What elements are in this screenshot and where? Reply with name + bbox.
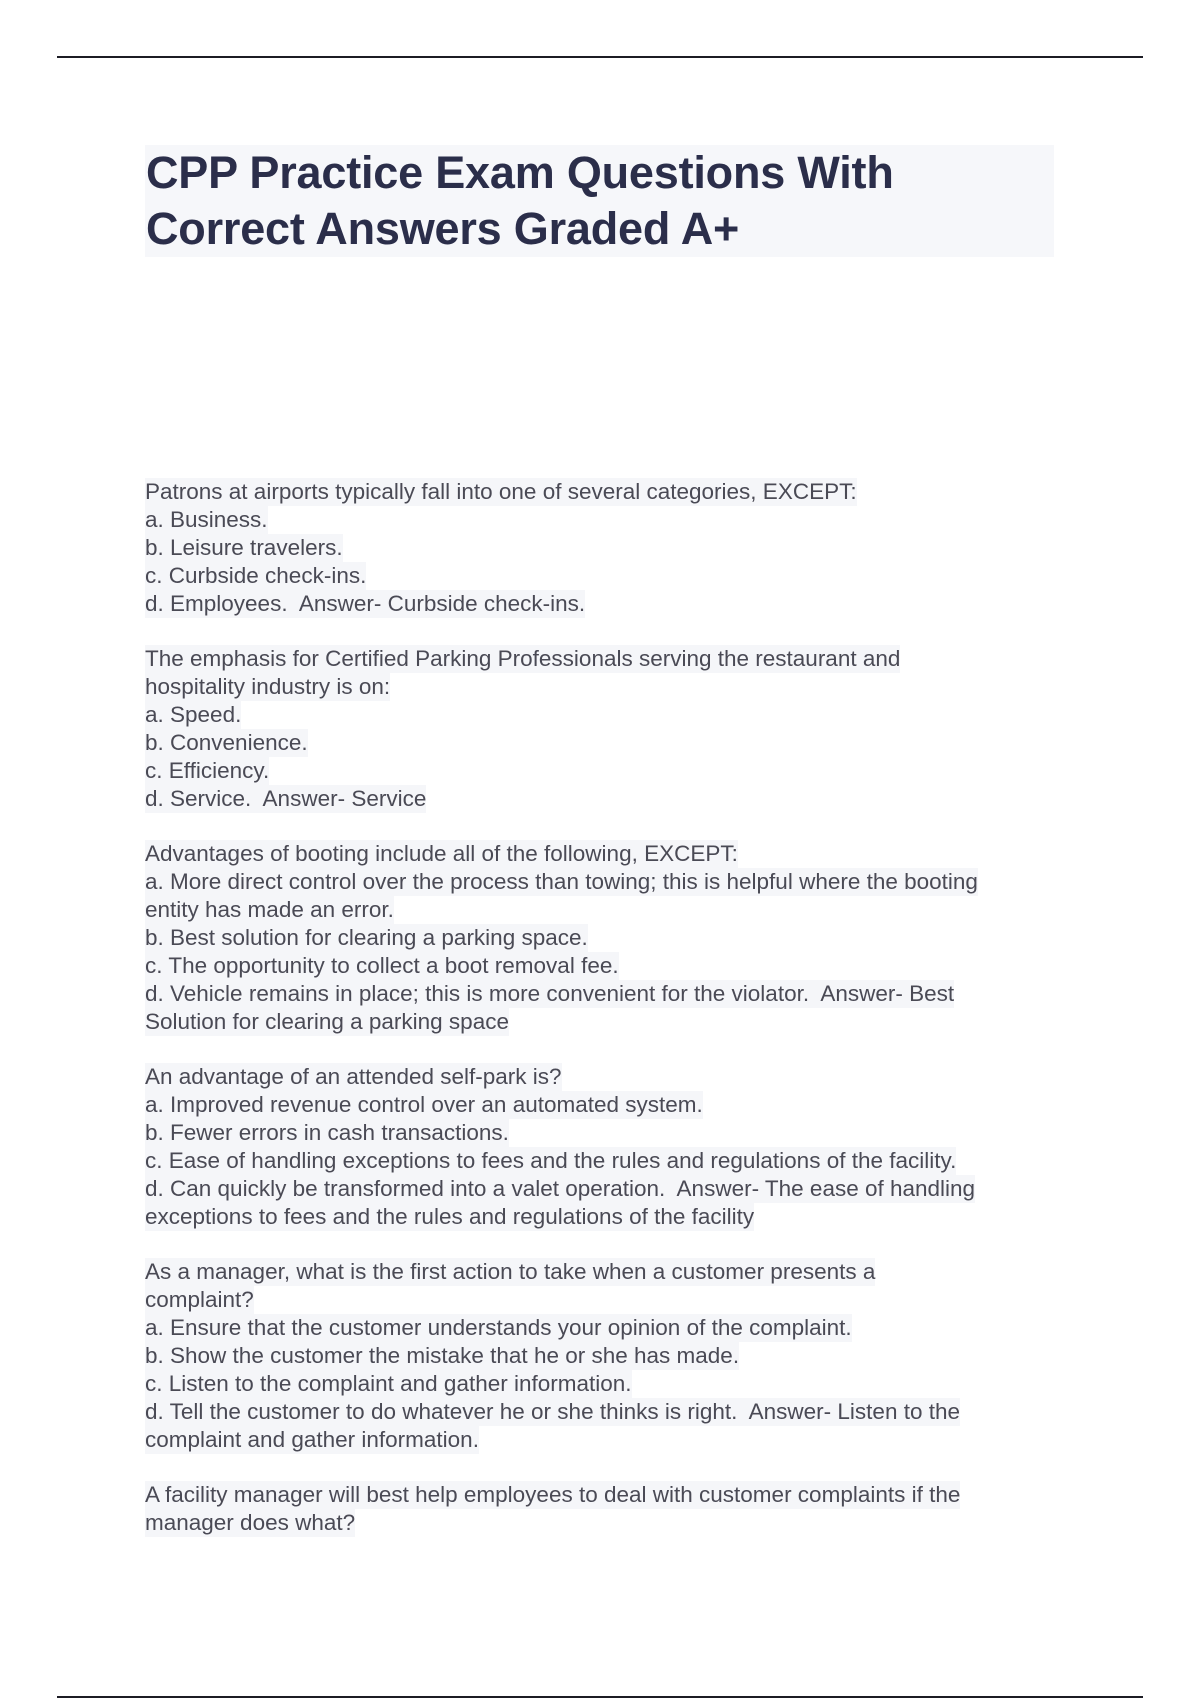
question-5 — [145, 1258, 1065, 1454]
option-c: c. Efficiency. — [145, 758, 270, 783]
question-text-cont: manager does what? — [145, 1510, 356, 1535]
option-a-cont: entity has made an error. — [145, 897, 394, 922]
option-a: a. Speed. — [145, 702, 242, 727]
title-line-2: Correct Answers Graded A+ — [146, 203, 740, 254]
option-c: c. Curbside check-ins. — [145, 563, 367, 588]
option-d-answer: d. Can quickly be transformed into a valet operation. Answer- The ease of handling — [145, 1176, 976, 1201]
question-4 — [145, 1063, 1065, 1231]
question-text: Patrons at airports typically fall into one of several categories, EXCEPT: — [145, 479, 857, 504]
option-b: b. Leisure travelers. — [145, 535, 343, 560]
title-line-1: CPP Practice Exam Questions With — [146, 147, 894, 198]
question-text: The emphasis for Certified Parking Professionals serving the restaurant and — [145, 646, 901, 671]
option-a: a. More direct control over the process than towing; this is helpful where the booting — [145, 869, 978, 894]
question-text: An advantage of an attended self-park is? — [145, 1064, 562, 1089]
option-c: c. Ease of handling exceptions to fees and the rules and regulations of the facility. — [145, 1148, 957, 1173]
option-b: b. Show the customer the mistake that he or she has made. — [145, 1343, 740, 1368]
option-a: a. Business. — [145, 507, 268, 532]
title-block — [145, 145, 1054, 257]
top-rule — [57, 56, 1143, 58]
option-a: a. Ensure that the customer understands your opinion of the complaint. — [145, 1315, 852, 1340]
document-title — [145, 145, 1054, 257]
bottom-rule — [57, 1696, 1143, 1698]
question-1 — [145, 478, 1065, 618]
question-6 — [145, 1481, 1065, 1537]
option-a: a. Improved revenue control over an automated system. — [145, 1092, 703, 1117]
question-text-cont: complaint? — [145, 1287, 254, 1312]
question-text: As a manager, what is the first action to take when a customer presents a — [145, 1259, 876, 1284]
answer-cont: Solution for clearing a parking space — [145, 1009, 509, 1034]
option-d-answer: d. Vehicle remains in place; this is more convenient for the violator. Answer- Best — [145, 981, 955, 1006]
question-text-cont: hospitality industry is on: — [145, 674, 391, 699]
option-c: c. The opportunity to collect a boot removal fee. — [145, 953, 619, 978]
question-2 — [145, 645, 1065, 813]
question-text: Advantages of booting include all of the following, EXCEPT: — [145, 841, 738, 866]
question-text: A facility manager will best help employees to deal with customer complaints if the — [145, 1482, 961, 1507]
option-d-answer: d. Service. Answer- Service — [145, 786, 427, 811]
question-list — [145, 478, 1065, 1564]
option-c: c. Listen to the complaint and gather information. — [145, 1371, 632, 1396]
option-b: b. Best solution for clearing a parking space. — [145, 925, 588, 950]
answer-cont: exceptions to fees and the rules and regulations of the facility — [145, 1204, 755, 1229]
option-d-answer: d. Employees. Answer- Curbside check-ins. — [145, 591, 586, 616]
option-b: b. Convenience. — [145, 730, 308, 755]
question-3 — [145, 840, 1065, 1036]
option-b: b. Fewer errors in cash transactions. — [145, 1120, 509, 1145]
answer-cont: complaint and gather information. — [145, 1427, 479, 1452]
option-d-answer: d. Tell the customer to do whatever he or she thinks is right. Answer- Listen to the — [145, 1399, 960, 1424]
